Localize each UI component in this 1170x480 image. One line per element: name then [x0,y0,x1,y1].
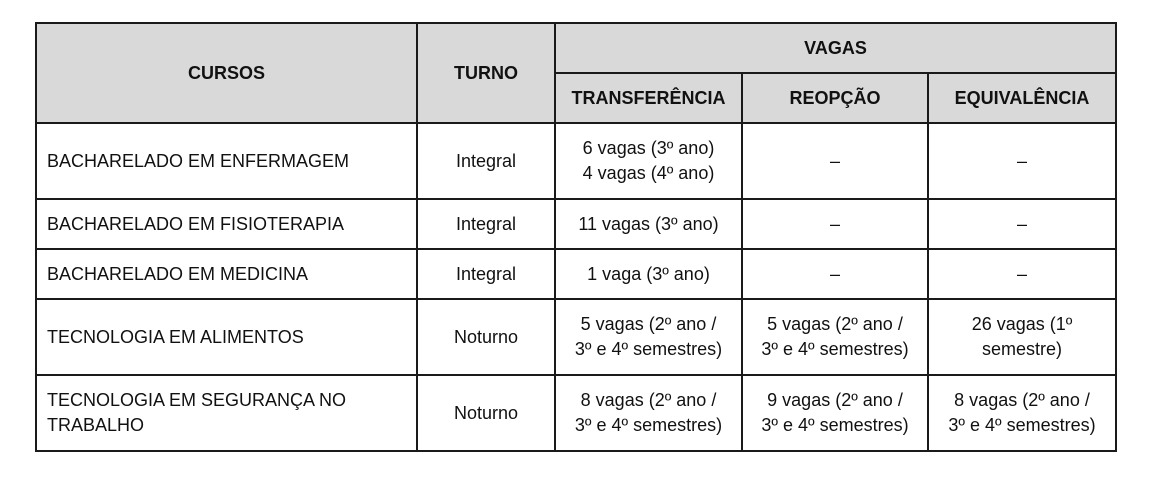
cell-text-line: Integral [455,150,517,171]
cell-reopcao [742,375,928,451]
cell-text-line: 5 vagas (2º ano / [767,314,903,334]
cell-text-line: 1 vaga (3º ano) [587,263,710,284]
table-row [36,199,1116,249]
cell-text-line: 5 vagas (2º ano / [580,314,717,334]
cell-reopcao [742,299,928,375]
cell-equivalencia [928,375,1116,451]
table-row [36,299,1116,375]
cell-text-line: 26 vagas (1º [971,314,1073,334]
cell-text-line: Noturno [453,402,519,423]
cell-text-line: 8 vagas (2º ano / [954,390,1090,410]
table-row [36,123,1116,199]
cell-text-line: 8 vagas (2º ano / [580,390,717,410]
cell-text-line: – [829,150,840,171]
cell-text-line: BACHARELADO EM MEDICINA [47,263,309,284]
cell-text-line: – [829,213,840,234]
cell-text-line: TRABALHO [47,415,145,435]
cell-curso [36,123,417,199]
cell-text-line: TECNOLOGIA EM SEGURANÇA NO [47,390,347,410]
cell-turno [417,249,555,299]
cell-curso [36,299,417,375]
cell-equivalencia [928,199,1116,249]
header-reopcao: REOPÇÃO [742,73,928,123]
cell-text-line: BACHARELADO EM ENFERMAGEM [47,150,350,171]
cell-curso [36,249,417,299]
table-row [36,375,1116,451]
cell-text-line: 3º e 4º semestres) [948,415,1096,435]
table-row [36,249,1116,299]
cell-text-line: Integral [455,263,517,284]
table-header [36,23,1116,123]
cell-text-line: 3º e 4º semestres) [574,339,723,359]
cell-text-line: Noturno [453,326,519,347]
cell-equivalencia [928,249,1116,299]
cell-text-line: semestre) [982,339,1063,359]
cell-transferencia [555,299,742,375]
header-turno: TURNO [417,23,555,123]
header-equivalencia: EQUIVALÊNCIA [928,73,1116,123]
cell-text-line: – [1017,213,1028,234]
cell-text-line: TECNOLOGIA EM ALIMENTOS [47,326,304,347]
cell-text-line: 3º e 4º semestres) [761,339,909,359]
cell-text-line: BACHARELADO EM FISIOTERAPIA [47,213,345,234]
cell-equivalencia [928,123,1116,199]
cell-equivalencia [928,299,1116,375]
cell-transferencia [555,123,742,199]
cell-text-line: 3º e 4º semestres) [574,415,723,435]
cell-turno [417,299,555,375]
cell-transferencia [555,199,742,249]
header-transferencia: TRANSFERÊNCIA [555,73,742,123]
cell-text-line: 6 vagas (3º ano) [582,138,715,158]
cell-reopcao [742,249,928,299]
header-vagas: VAGAS [555,23,1116,73]
cell-curso [36,199,417,249]
cell-transferencia [555,375,742,451]
cell-text-line: 9 vagas (2º ano / [767,390,903,410]
cell-transferencia [555,249,742,299]
header-row-top [36,23,1116,73]
cell-text-line: – [1017,150,1028,171]
vagas-table [35,22,1117,452]
cell-text-line: Integral [455,213,517,234]
cell-reopcao [742,123,928,199]
cell-reopcao [742,199,928,249]
cell-text-line: – [829,263,840,284]
cell-text-line: 4 vagas (4º ano) [582,163,715,183]
cell-turno [417,375,555,451]
cell-text-line: 11 vagas (3º ano) [578,213,719,234]
cell-turno [417,199,555,249]
table-body [36,123,1116,451]
cell-text-line: 3º e 4º semestres) [761,415,909,435]
cell-curso [36,375,417,451]
header-cursos: CURSOS [36,23,417,123]
cell-turno [417,123,555,199]
cell-text-line: – [1017,263,1028,284]
